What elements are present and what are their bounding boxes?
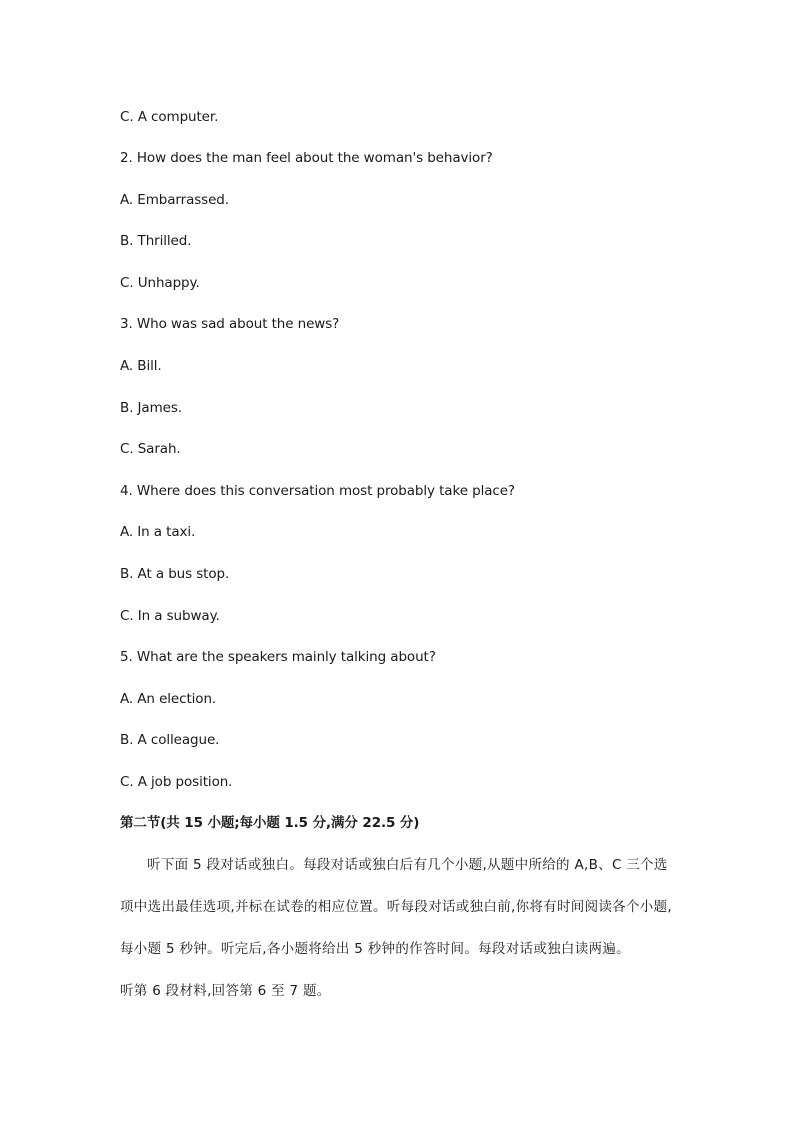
question-5: 5. What are the speakers mainly talking about? bbox=[120, 649, 436, 665]
option-q4-b: B. At a bus stop. bbox=[120, 566, 230, 582]
option-q4-a: A. In a taxi. bbox=[120, 524, 196, 540]
option-q2-a: A. Embarrassed. bbox=[120, 192, 229, 208]
section-2-paragraph-line-3: 每小题 5 秒钟。听完后,各小题将给出 5 秒钟的作答时间。每段对话或独白读两遍。 bbox=[120, 941, 630, 957]
option-q2-c: C. Unhappy. bbox=[120, 275, 200, 291]
section-2-heading: 第二节(共 15 小题;每小题 1.5 分,满分 22.5 分) bbox=[120, 815, 420, 831]
section-2-paragraph-line-2: 项中选出最佳选项,并标在试卷的相应位置。听每段对话或独白前,你将有时间阅读各个小题, bbox=[120, 899, 672, 915]
section-2-paragraph-line-1: 听下面 5 段对话或独白。每段对话或独白后有几个小题,从题中所给的 A,B、C 三个选 bbox=[147, 857, 668, 873]
question-4: 4. Where does this conversation most probably take place? bbox=[120, 483, 515, 499]
option-q4-c: C. In a subway. bbox=[120, 608, 220, 624]
option-q2-b: B. Thrilled. bbox=[120, 233, 192, 249]
option-q3-b: B. James. bbox=[120, 400, 182, 416]
question-2: 2. How does the man feel about the woman's behavior? bbox=[120, 150, 493, 166]
option-q1-c: C. A computer. bbox=[120, 109, 219, 125]
section-2-instruction: 听第 6 段材料,回答第 6 至 7 题。 bbox=[120, 983, 331, 999]
option-q3-a: A. Bill. bbox=[120, 358, 162, 374]
option-q5-c: C. A job position. bbox=[120, 774, 233, 790]
option-q5-b: B. A colleague. bbox=[120, 732, 220, 748]
question-3: 3. Who was sad about the news? bbox=[120, 316, 340, 332]
option-q3-c: C. Sarah. bbox=[120, 441, 181, 457]
option-q5-a: A. An election. bbox=[120, 691, 217, 707]
